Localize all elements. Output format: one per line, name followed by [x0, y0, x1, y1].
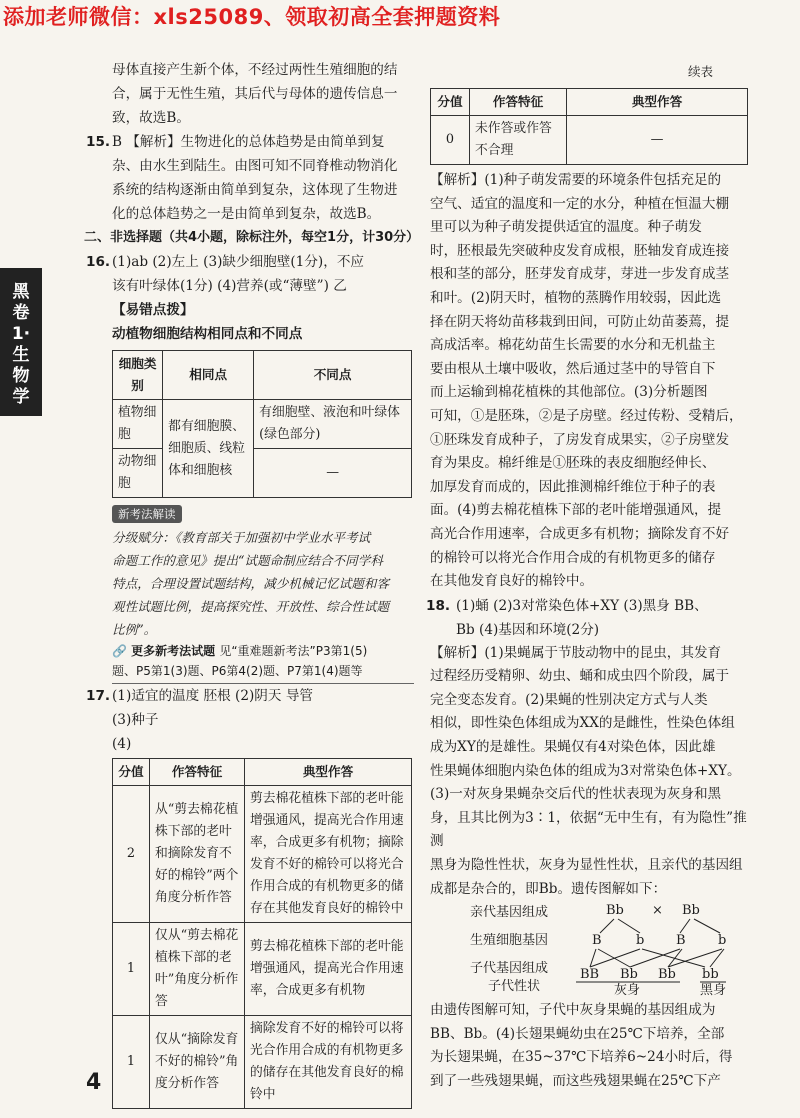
text-line: 致，故选B。	[112, 110, 190, 126]
table-cell: 未作答或作答不合理	[470, 116, 567, 165]
table-header: 分值	[113, 759, 150, 786]
text-line: 母体直接产生新个体，不经过两性生殖细胞的结	[112, 62, 398, 78]
text-line: 特点，合理设置试题结构，减少机械记忆试题和客	[112, 576, 390, 591]
text-line: 在其他发育良好的棉铃中。	[430, 573, 594, 590]
table-header: 作答特征	[150, 759, 245, 786]
table-cell: 1	[113, 1016, 150, 1109]
table-cell: 从“剪去棉花植株下部的老叶和摘除发育不好的棉铃”两个角度分析作答	[150, 786, 245, 923]
text-line: 为长翅果蝇，在35~37℃下培养6~24小时后，得	[430, 1049, 733, 1066]
text-line: 命题工作的意见》提出“试题命制应结合不同学科	[112, 553, 383, 568]
scoring-note	[112, 526, 414, 641]
table-cell: 有细胞壁、液泡和叶绿体(绿色部分)	[254, 400, 412, 449]
text-line: 而上运输到棉花植株的其他部位。(3)分析题图	[430, 384, 708, 401]
text-line: Bb (4)基因和环境(2分)	[456, 621, 600, 638]
text-line: (4)	[112, 736, 132, 752]
table-cell: 剪去棉花植株下部的老叶能增强通风，提高光合作用速率，合成更多有机物；摘除发育不好的棉铃可以将光合作用合成的有机物更多的储存在其他发育良好的棉铃中	[245, 786, 412, 923]
zero-score-table	[430, 88, 748, 165]
text-line: 见“重难题新考法”P3第1(5)	[219, 644, 368, 658]
text-line: 合，属于无性生殖，其后代与母体的遗传信息一	[112, 86, 398, 102]
table-cell: 剪去棉花植株下部的老叶能增强通风，提高光合作用速率，合成更多有机物	[245, 923, 412, 1016]
section-heading: 二、非选择题（共4小题，除标注外，每空1分，计30分）	[84, 230, 420, 245]
text-line: BB、Bb。(4)长翅果蝇幼虫在25℃下培养，全部	[430, 1025, 725, 1042]
text-line: 相似，即性染色体组成为XX的是雌性，性染色体组	[430, 715, 735, 732]
offspring-genotype: Bb	[658, 967, 676, 983]
table-cell: 动物细胞	[113, 449, 163, 498]
text-line: 要由根从土壤中吸收，然后通过茎中的导管自下	[430, 360, 716, 377]
cell-comparison-table	[112, 350, 412, 498]
text-line: 【解析】(1)种子萌发需要的环境条件包括充足的	[430, 172, 722, 188]
table-header: 不同点	[254, 351, 412, 400]
text-line: 根和茎的部分，胚芽发育成芽，芽进一步发育成茎	[430, 266, 730, 283]
text-line: ①胚珠发育成种子，了房发育成果实，②子房壁发	[430, 431, 730, 448]
table-cell: 0	[431, 116, 470, 165]
text-line: 到了一些残翅果蝇，而这些残翅果蝇在25℃下产	[430, 1073, 721, 1089]
q14-continuation	[84, 58, 414, 130]
promo-banner: 添加老师微信：xls25089、领取初高全套押题资料	[3, 5, 501, 29]
text-line: 的棉铃可以将光合作用合成的有机物更多的储存	[430, 549, 716, 566]
text-line: 比例”。	[112, 622, 157, 637]
text-line: 完全变态发育。(2)果蝇的性别决定方式与人类	[430, 691, 708, 708]
table-cell: 2	[113, 786, 150, 923]
table-cell: —	[567, 116, 748, 165]
gamete: b	[636, 933, 645, 949]
tip-title: 【易错点拨】	[112, 302, 194, 318]
parent-genotype: Bb	[682, 903, 700, 919]
question-17	[84, 684, 414, 1109]
table-header: 相同点	[163, 351, 254, 400]
more-questions-ref	[112, 641, 414, 684]
text-line: (1)蛹 (2)3对常染色体+XY (3)黑身 BB、	[456, 597, 708, 614]
gamete: B	[592, 933, 602, 949]
link-icon: 🔗	[112, 644, 127, 658]
text-line: (1)ab (2)左上 (3)缺少细胞壁(1分)，不应	[112, 254, 365, 270]
text-line: 由遗传图解可知，子代中灰身果蝇的基因组成为	[430, 1002, 716, 1019]
gamete: B	[676, 933, 686, 949]
table-cell: 仅从“摘除发育不好的棉铃”角度分析作答	[150, 1016, 245, 1109]
offspring-genotype: bb	[702, 967, 719, 983]
question-15	[84, 130, 414, 226]
text-line: 题、P5第1(3)题、P6第4(2)题、P7第1(4)题等	[112, 664, 363, 678]
offspring-trait: 灰身	[614, 983, 641, 999]
question-number: 18.	[426, 597, 451, 614]
offspring-genotype: BB	[580, 967, 600, 983]
table-cell: —	[254, 449, 412, 498]
text-line: 高成活率。棉花幼苗生长需要的水分和无机盐主	[430, 337, 716, 354]
offspring-trait: 黑身	[700, 983, 727, 999]
question-number: 16.	[86, 254, 111, 270]
genetic-diagram	[430, 903, 750, 999]
text-line: 成为XY的是雄性。果蝇仅有4对染色体，因此雄	[430, 739, 716, 756]
row-label: 亲代基因组成	[470, 905, 549, 921]
text-line: 高光合作用速率，合成更多有机物；摘除发育不好	[430, 525, 730, 542]
analysis-17	[430, 169, 750, 594]
text-line: 里可以为种子萌发提供适宜的温度。种子萌发	[430, 219, 702, 236]
text-line: 杂、由水生到陆生。由图可知不同脊椎动物消化	[112, 158, 398, 174]
question-number: 17.	[86, 688, 111, 704]
parent-genotype: Bb	[606, 903, 624, 919]
text-line: 育为果皮。棉纤维是①胚珠的表皮细胞经伸长、	[430, 455, 716, 472]
question-number: 15.	[86, 134, 111, 150]
table-cell: 1	[113, 923, 150, 1016]
right-column	[426, 88, 750, 1094]
more-title: 更多新考法试题	[131, 644, 216, 658]
table-header: 作答特征	[470, 89, 567, 116]
table-header: 分值	[431, 89, 470, 116]
tip-subtitle: 动植物细胞结构相同点和不同点	[112, 326, 303, 342]
text-line: 性果蝇体细胞内染色体的组成为3对常染色体+XY。	[430, 762, 741, 779]
analysis-18-after	[430, 999, 750, 1093]
table-cell: 摘除发育不好的棉铃可以将光合作用合成的有机物更多的储存在其他发育良好的棉铃中	[245, 1016, 412, 1109]
answer-scoring-table	[112, 758, 412, 1109]
table-cell: 植物细胞	[113, 400, 163, 449]
new-method-badge: 新考法解读	[112, 505, 182, 523]
text-line: 【解析】(1)果蝇属于节肢动物中的昆虫，其发育	[430, 644, 722, 661]
text-line: 可知，①是胚珠，②是子房壁。经过传粉、受精后，	[430, 407, 743, 424]
text-line: (1)适宜的温度 胚根 (2)阴天 导管	[112, 688, 314, 704]
side-tab-label: 黑卷1·生物学	[11, 282, 31, 407]
question-18	[426, 594, 750, 642]
row-label: 生殖细胞基因	[470, 933, 549, 949]
table-row	[113, 786, 412, 923]
text-line: B 【解析】生物进化的总体趋势是由简单到复	[112, 134, 385, 150]
row-label: 子代基因组成	[470, 961, 549, 977]
text-line: 分级赋分：《教育部关于加强初中学业水平考试	[112, 530, 371, 545]
text-line: 空气、适宜的温度和一定的水分，种植在恒温大棚	[430, 195, 730, 212]
text-line: 面。(4)剪去棉花植株下部的老叶能增强通风，提	[430, 502, 722, 519]
table-row	[113, 923, 412, 1016]
text-line: 身，且其比例为3∶1，依据“无中生有，有为隐性”推测	[430, 809, 747, 850]
row-label: 子代性状	[488, 979, 541, 995]
table-header: 细胞类别	[113, 351, 163, 400]
text-line: (3)一对灰身果蝇杂交后代的性状表现为灰身和黑	[430, 786, 722, 803]
text-line: 观性试题比例，提高探究性、开放性、综合性试题	[112, 599, 390, 614]
text-line: 成都是杂合的，即Bb。遗传图解如下：	[430, 880, 667, 897]
text-line: 黑身为隐性性状，灰身为显性性状，且亲代的基因组	[430, 857, 743, 874]
text-line: 和叶。(2)阴天时，植物的蒸腾作用较弱，因此选	[430, 289, 722, 306]
analysis-18	[430, 642, 750, 902]
text-line: 择在阴天将幼苗移栽到田间，可防止幼苗萎蔫，提	[430, 313, 730, 330]
table-header: 典型作答	[245, 759, 412, 786]
table-row	[113, 1016, 412, 1109]
question-16	[84, 250, 414, 684]
text-line: 过程经历受精卵、幼虫、蛹和成虫四个阶段，属于	[430, 668, 730, 685]
text-line: 系统的结构逐渐由简单到复杂，这体现了生物进	[112, 182, 398, 198]
cross-symbol: ×	[652, 903, 663, 919]
text-line: 时，胚根最先突破种皮发育成根，胚轴发育成连接	[430, 242, 730, 259]
text-line: 该有叶绿体(1分) (4)营养(或“薄壁”) 乙	[112, 278, 347, 294]
table-header: 典型作答	[567, 89, 748, 116]
table-cell: 都有细胞膜、细胞质、线粒体和细胞核	[163, 400, 254, 498]
text-line: (3)种子	[112, 712, 159, 728]
text-line: 加厚发育而成的，因此推测棉纤维位于种子的表	[430, 478, 716, 495]
left-column	[84, 58, 420, 1109]
gamete: b	[718, 933, 727, 949]
continued-label: 续表	[688, 64, 714, 79]
offspring-genotype: Bb	[620, 967, 638, 983]
table-cell: 仅从“剪去棉花植株下部的老叶”角度分析作答	[150, 923, 245, 1016]
text-line: 化的总体趋势之一是由简单到复杂，故选B。	[112, 206, 381, 222]
page-number: 4	[86, 1070, 102, 1095]
